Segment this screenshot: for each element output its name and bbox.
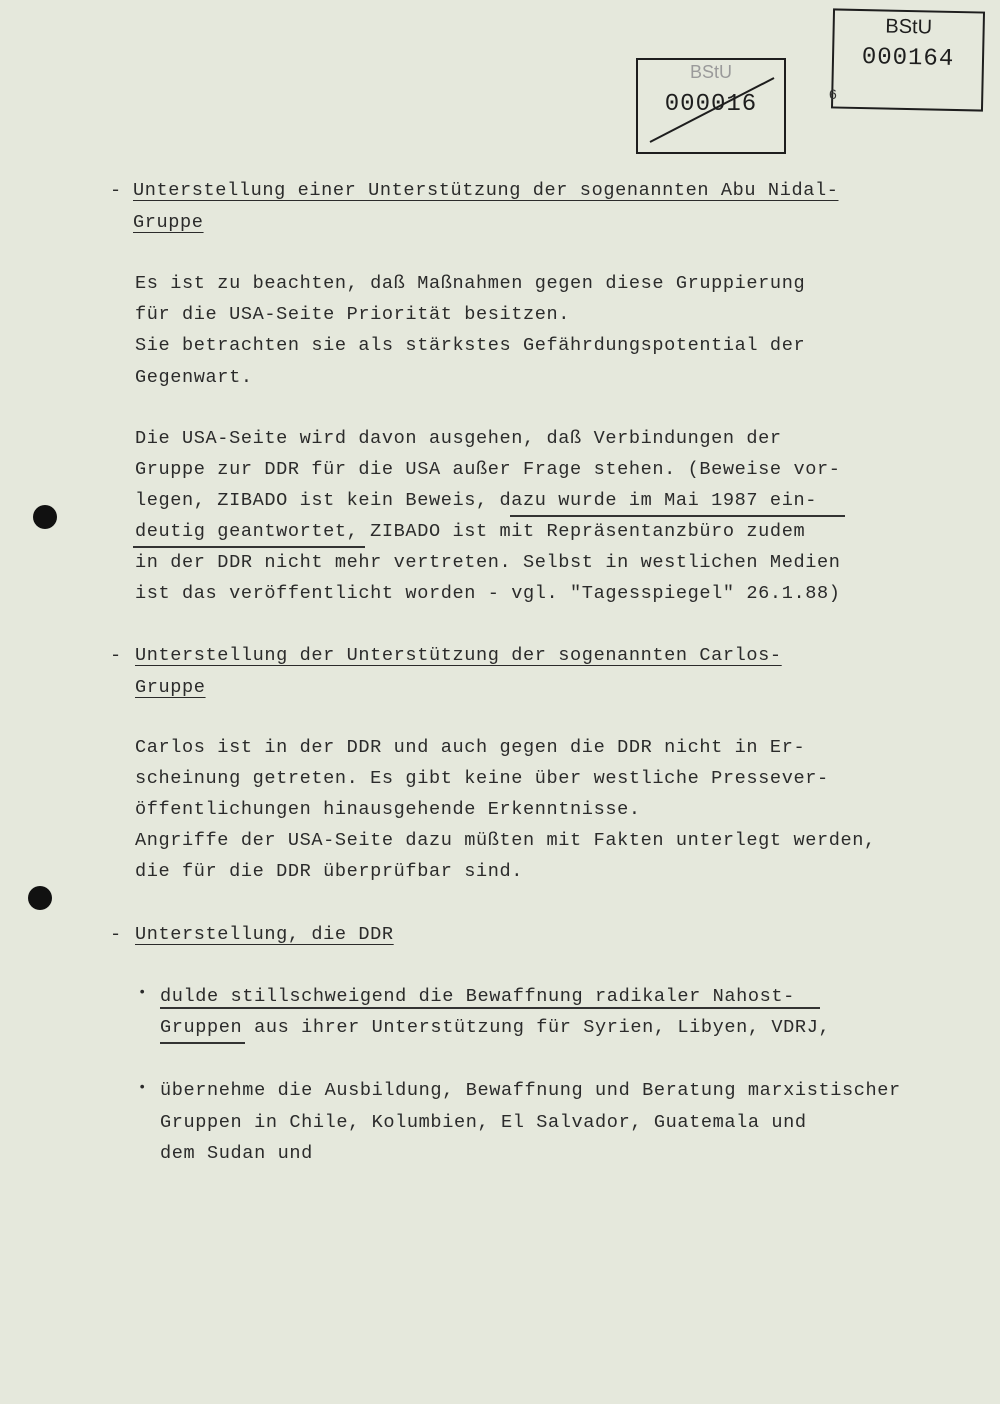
bullet-line: dulde stillschweigend die Bewaffnung radikaler Nahost-: [160, 986, 795, 1007]
bullet-line: Gruppen in Chile, Kolumbien, El Salvador, Guatemala und: [160, 1112, 807, 1133]
bullet-marker: •: [138, 1080, 147, 1096]
section-dash: -: [110, 645, 122, 666]
emphasis-underline: [160, 1042, 245, 1044]
punch-hole: [33, 505, 57, 529]
section-dash: -: [110, 924, 122, 945]
paragraph-line: deutig geantwortet, ZIBADO ist mit Repräsentanzbüro zudem: [135, 521, 806, 542]
section-heading-line: Gruppe: [133, 212, 204, 233]
archive-stamp-old-number: 000016: [664, 91, 758, 118]
paragraph-line: Carlos ist in der DDR und auch gegen die DDR nicht in Er-: [135, 737, 806, 758]
section-dash: -: [110, 180, 122, 201]
archive-stamp-old-label: BStU: [689, 62, 732, 82]
paragraph-line: die für die DDR überprüfbar sind.: [135, 861, 524, 882]
section-heading-line: Gruppe: [135, 677, 206, 698]
paragraph-line: Angriffe der USA-Seite dazu müßten mit Fakten unterlegt werden,: [135, 830, 876, 851]
paragraph-line: öffentlichungen hinausgehende Erkenntnisse.: [135, 799, 641, 820]
section-heading-line: Unterstellung der Unterstützung der sogenannten Carlos-: [135, 645, 782, 666]
punch-hole: [28, 886, 52, 910]
archive-stamp-new-label: BStU: [885, 15, 933, 39]
archive-stamp-new-number: 000164: [861, 44, 955, 73]
paragraph-line: ist das veröffentlicht worden - vgl. "Tagesspiegel" 26.1.88): [135, 583, 841, 604]
bullet-line: Gruppen aus ihrer Unterstützung für Syrien, Libyen, VDRJ,: [160, 1017, 831, 1038]
paragraph-line: Die USA-Seite wird davon ausgehen, daß Verbindungen der: [135, 428, 782, 449]
paragraph-line: in der DDR nicht mehr vertreten. Selbst in westlichen Medien: [135, 552, 841, 573]
paragraph-line: für die USA-Seite Priorität besitzen.: [135, 304, 571, 325]
bullet-marker: •: [138, 985, 147, 1001]
emphasis-underline: [160, 1007, 820, 1009]
paragraph-line: scheinung getreten. Es gibt keine über westliche Pressever-: [135, 768, 829, 789]
emphasis-underline: [510, 515, 845, 517]
section-heading-line: Unterstellung, die DDR: [135, 924, 394, 945]
paragraph-line: Gegenwart.: [135, 367, 253, 388]
bullet-line: übernehme die Ausbildung, Bewaffnung und Beratung marxistischer: [160, 1080, 901, 1101]
bullet-line: dem Sudan und: [160, 1143, 313, 1164]
stamp-margin-mark: 6: [829, 86, 837, 102]
archive-stamp-new: [831, 8, 985, 111]
section-heading-line: Unterstellung einer Unterstützung der sogenannten Abu Nidal-: [133, 180, 839, 201]
paragraph-line: Es ist zu beachten, daß Maßnahmen gegen diese Gruppierung: [135, 273, 806, 294]
emphasis-underline: [133, 546, 365, 548]
paragraph-line: Gruppe zur DDR für die USA außer Frage stehen. (Beweise vor-: [135, 459, 841, 480]
paragraph-line: Sie betrachten sie als stärkstes Gefährdungspotential der: [135, 335, 806, 356]
strike-through-mark: [644, 60, 784, 150]
paragraph-line: legen, ZIBADO ist kein Beweis, dazu wurde im Mai 1987 ein-: [135, 490, 817, 511]
